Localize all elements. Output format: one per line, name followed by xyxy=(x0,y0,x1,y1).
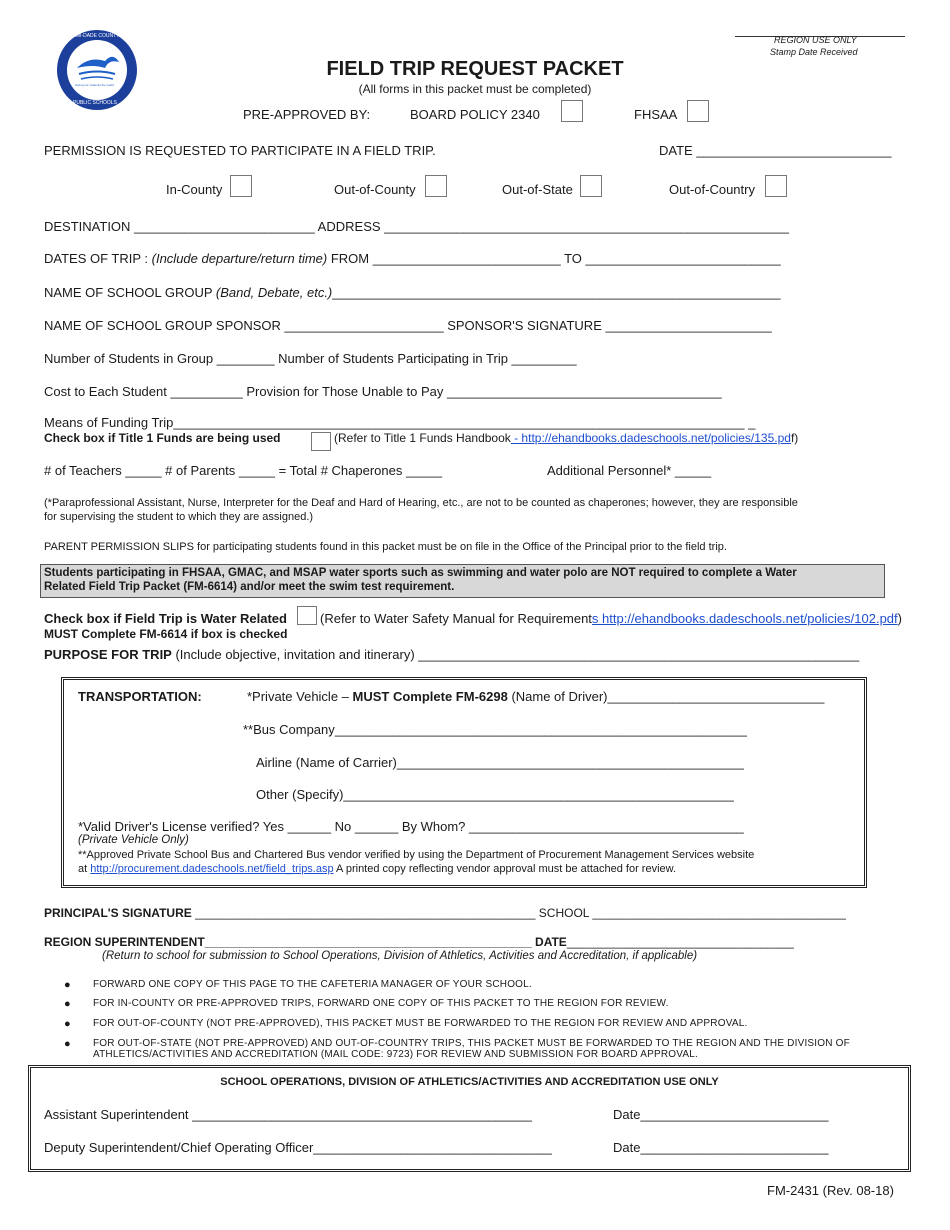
sponsor-fields[interactable]: NAME OF SCHOOL GROUP SPONSOR ______________________ SPONSOR'S SIGNATURE _______________________ xyxy=(44,318,772,333)
assistant-superintendent-field[interactable]: Assistant Superintendent _______________________________________________ xyxy=(44,1107,532,1122)
region-row[interactable] xyxy=(44,935,794,949)
region-date-line[interactable]: __________________________________ xyxy=(566,935,794,949)
title1-ref-text: (Refer to Title 1 Funds Handbook xyxy=(334,431,511,445)
bullet-dot: ● xyxy=(64,998,71,1010)
bullet-dot: ● xyxy=(64,1038,71,1050)
region-superintendent-label: REGION SUPERINTENDENT xyxy=(44,935,205,949)
bullet-dot: ● xyxy=(64,1018,71,1030)
out-country-label: Out-of-Country xyxy=(669,182,755,197)
water-ref-text: (Refer to Water Safety Manual for Requirement xyxy=(320,611,592,626)
cost-fields[interactable]: Cost to Each Student __________ Provision for Those Unable to Pay ______________________________________ xyxy=(44,384,722,399)
deputy-superintendent-field[interactable]: Deputy Superintendent/Chief Operating Officer_________________________________ xyxy=(44,1140,552,1155)
instruction-4-cont: ATHLETICS/ACTIVITIES AND ACCREDITATION (MAIL CODE: 9723) FOR REVIEW AND SUBMISSION FOR BOARD APPROVAL. xyxy=(93,1049,698,1060)
instruction-1: FORWARD ONE COPY OF THIS PAGE TO THE CAFETERIA MANAGER OF YOUR SCHOOL. xyxy=(93,979,532,990)
private-vehicle-only-note: (Private Vehicle Only) xyxy=(78,834,189,846)
group-note: (Band, Debate, etc.) xyxy=(215,285,333,300)
footnote-cont: for supervising the student to which they are assigned.) xyxy=(44,511,314,523)
instruction-3: FOR OUT-OF-COUNTY (NOT PRE-APPROVED), THIS PACKET MUST BE FORWARDED TO THE REGION FOR REVIEW AND APPROVAL. xyxy=(93,1018,748,1029)
bullet-dot: ● xyxy=(64,979,71,991)
fhsaa-label: FHSAA xyxy=(634,107,678,122)
water-ref-end: ) xyxy=(897,611,902,626)
private-vehicle-label: *Private Vehicle – xyxy=(247,689,353,704)
assistant-date-field[interactable]: Date__________________________ xyxy=(613,1107,829,1122)
destination-address-fields[interactable]: DESTINATION _________________________ ADDRESS ________________________________________________________ xyxy=(44,219,790,234)
title1-handbook-link[interactable]: - http://ehandbooks.dadeschools.net/policies/135.pd xyxy=(510,431,791,445)
instruction-4: FOR OUT-OF-STATE (NOT PRE-APPROVED) AND OUT-OF-COUNTRY TRIPS, THIS PACKET MUST BE FORWARDED TO THE REGION AND THE DIVISION OF xyxy=(93,1038,850,1049)
license-verified-fields[interactable]: *Valid Driver's License verified? Yes ______ No ______ By Whom? ______________________________________ xyxy=(78,819,744,834)
in-county-label: In-County xyxy=(166,182,223,197)
page-subtitle: (All forms in this packet must be completed) xyxy=(358,82,592,96)
instruction-2: FOR IN-COUNTY OR PRE-APPROVED TRIPS, FORWARD ONE COPY OF THIS PACKET TO THE REGION FOR REVIEW. xyxy=(93,998,669,1009)
approved-vendor-note: **Approved Private School Bus and Chartered Bus vendor verified by using the Department of Procurement Management Services website xyxy=(78,849,755,861)
students-fields[interactable]: Number of Students in Group ________ Number of Students Participating in Trip _________ xyxy=(44,351,577,366)
water-related-label: Check box if Field Trip is Water Related xyxy=(44,611,287,626)
water-notice-line2: Related Field Trip Packet (FM-6614) and/or meet the swim test requirement. xyxy=(44,581,455,593)
return-note: (Return to school for submission to School Operations, Division of Athletics, Activities and Accreditation, if applicable) xyxy=(102,950,698,962)
dates-note: (Include departure/return time) xyxy=(151,251,328,266)
additional-personnel-field[interactable]: Additional Personnel* _____ xyxy=(547,463,712,478)
dates-label: DATES OF TRIP : xyxy=(44,251,152,266)
private-vehicle-must: MUST Complete FM-6298 xyxy=(352,689,508,704)
title1-reference xyxy=(334,431,798,445)
purpose-row[interactable] xyxy=(44,647,859,662)
parent-slips-note: PARENT PERMISSION SLIPS for participating students found in this packet must be on file in the Office of the Principal prior to the field trip. xyxy=(44,541,727,553)
logo-top-text: MIAMI-DADE COUNTY xyxy=(67,33,120,39)
approved-vendor-row xyxy=(78,863,676,875)
principal-row[interactable] xyxy=(44,906,846,920)
form-number: FM-2431 (Rev. 08-18) xyxy=(767,1183,894,1198)
out-country-checkbox[interactable] xyxy=(765,175,787,197)
region-use-only: REGION USE ONLY xyxy=(774,35,857,45)
funding-field[interactable]: Means of Funding Trip_______________________________________________________________________________ _ xyxy=(44,415,756,430)
out-county-label: Out-of-County xyxy=(334,182,416,197)
in-county-checkbox[interactable] xyxy=(230,175,252,197)
chaperone-fields[interactable]: # of Teachers _____ # of Parents _____ = Total # Chaperones _____ xyxy=(44,463,443,478)
title1-ref-end: f) xyxy=(790,431,799,445)
group-field[interactable]: ______________________________________________________________ xyxy=(332,285,781,300)
title1-checkbox[interactable] xyxy=(311,432,331,451)
deputy-date-field[interactable]: Date__________________________ xyxy=(613,1140,829,1155)
date-field[interactable]: DATE ___________________________ xyxy=(659,143,892,158)
dates-row[interactable] xyxy=(44,251,781,266)
logo-bottom-text: PUBLIC SCHOOLS xyxy=(73,100,117,106)
fhsaa-checkbox[interactable] xyxy=(687,100,709,122)
water-manual-link[interactable]: s http://ehandbooks.dadeschools.net/policies/102.pdf xyxy=(591,611,898,626)
principal-school-fields[interactable]: ___________________________________________________ SCHOOL ______________________________________ xyxy=(191,906,846,920)
purpose-field[interactable]: (Include objective, invitation and itinerary) _____________________________________________________________ xyxy=(171,647,860,662)
airline-field[interactable]: Airline (Name of Carrier)________________________________________________ xyxy=(256,755,744,770)
approved-end: A printed copy reflecting vendor approval must be attached for review. xyxy=(333,863,677,875)
other-transport-field[interactable]: Other (Specify)______________________________________________________ xyxy=(256,787,734,802)
board-policy-checkbox[interactable] xyxy=(561,100,583,122)
water-reference xyxy=(320,611,902,626)
group-label: NAME OF SCHOOL GROUP xyxy=(44,285,216,300)
footnote: (*Paraprofessional Assistant, Nurse, Interpreter for the Deaf and Hard of Hearing, etc., are not to be counted as chaperones; however, they are responsible xyxy=(44,497,798,509)
purpose-label: PURPOSE FOR TRIP xyxy=(44,647,172,662)
out-state-checkbox[interactable] xyxy=(580,175,602,197)
water-must-complete: MUST Complete FM-6614 if box is checked xyxy=(44,627,288,641)
title1-label: Check box if Title 1 Funds are being used xyxy=(44,431,281,445)
logo-middle-text: Giving our students the world xyxy=(75,83,114,87)
approved-at: at xyxy=(78,863,91,875)
bus-company-field[interactable]: **Bus Company_________________________________________________________ xyxy=(243,722,747,737)
private-vehicle-row[interactable] xyxy=(247,689,824,704)
driver-name-field[interactable]: (Name of Driver)______________________________ xyxy=(507,689,825,704)
preapproved-label: PRE-APPROVED BY: xyxy=(243,107,371,122)
page-title: FIELD TRIP REQUEST PACKET xyxy=(326,58,624,80)
dates-from-to-fields[interactable]: FROM __________________________ TO ___________________________ xyxy=(327,251,781,266)
permission-text: PERMISSION IS REQUESTED TO PARTICIPATE IN A FIELD TRIP. xyxy=(44,143,436,158)
procurement-link[interactable]: http://procurement.dadeschools.net/field_trips.asp xyxy=(90,863,334,875)
water-notice-line1: Students participating in FHSAA, GMAC, and MSAP water sports such as swimming and water polo are NOT required to complete a Water xyxy=(44,567,797,579)
board-policy-label: BOARD POLICY 2340 xyxy=(410,107,540,122)
water-related-checkbox[interactable] xyxy=(297,606,317,625)
group-row[interactable] xyxy=(44,285,781,300)
office-use-title: SCHOOL OPERATIONS, DIVISION OF ATHLETICS/ACTIVITIES AND ACCREDITATION USE ONLY xyxy=(220,1076,719,1088)
out-county-checkbox[interactable] xyxy=(425,175,447,197)
region-date-field[interactable]: _________________________________________________ DATE xyxy=(204,935,567,949)
principal-label: PRINCIPAL'S SIGNATURE xyxy=(44,906,192,920)
transportation-label: TRANSPORTATION: xyxy=(78,689,202,704)
stamp-date-received: Stamp Date Received xyxy=(770,47,858,57)
out-state-label: Out-of-State xyxy=(502,182,573,197)
